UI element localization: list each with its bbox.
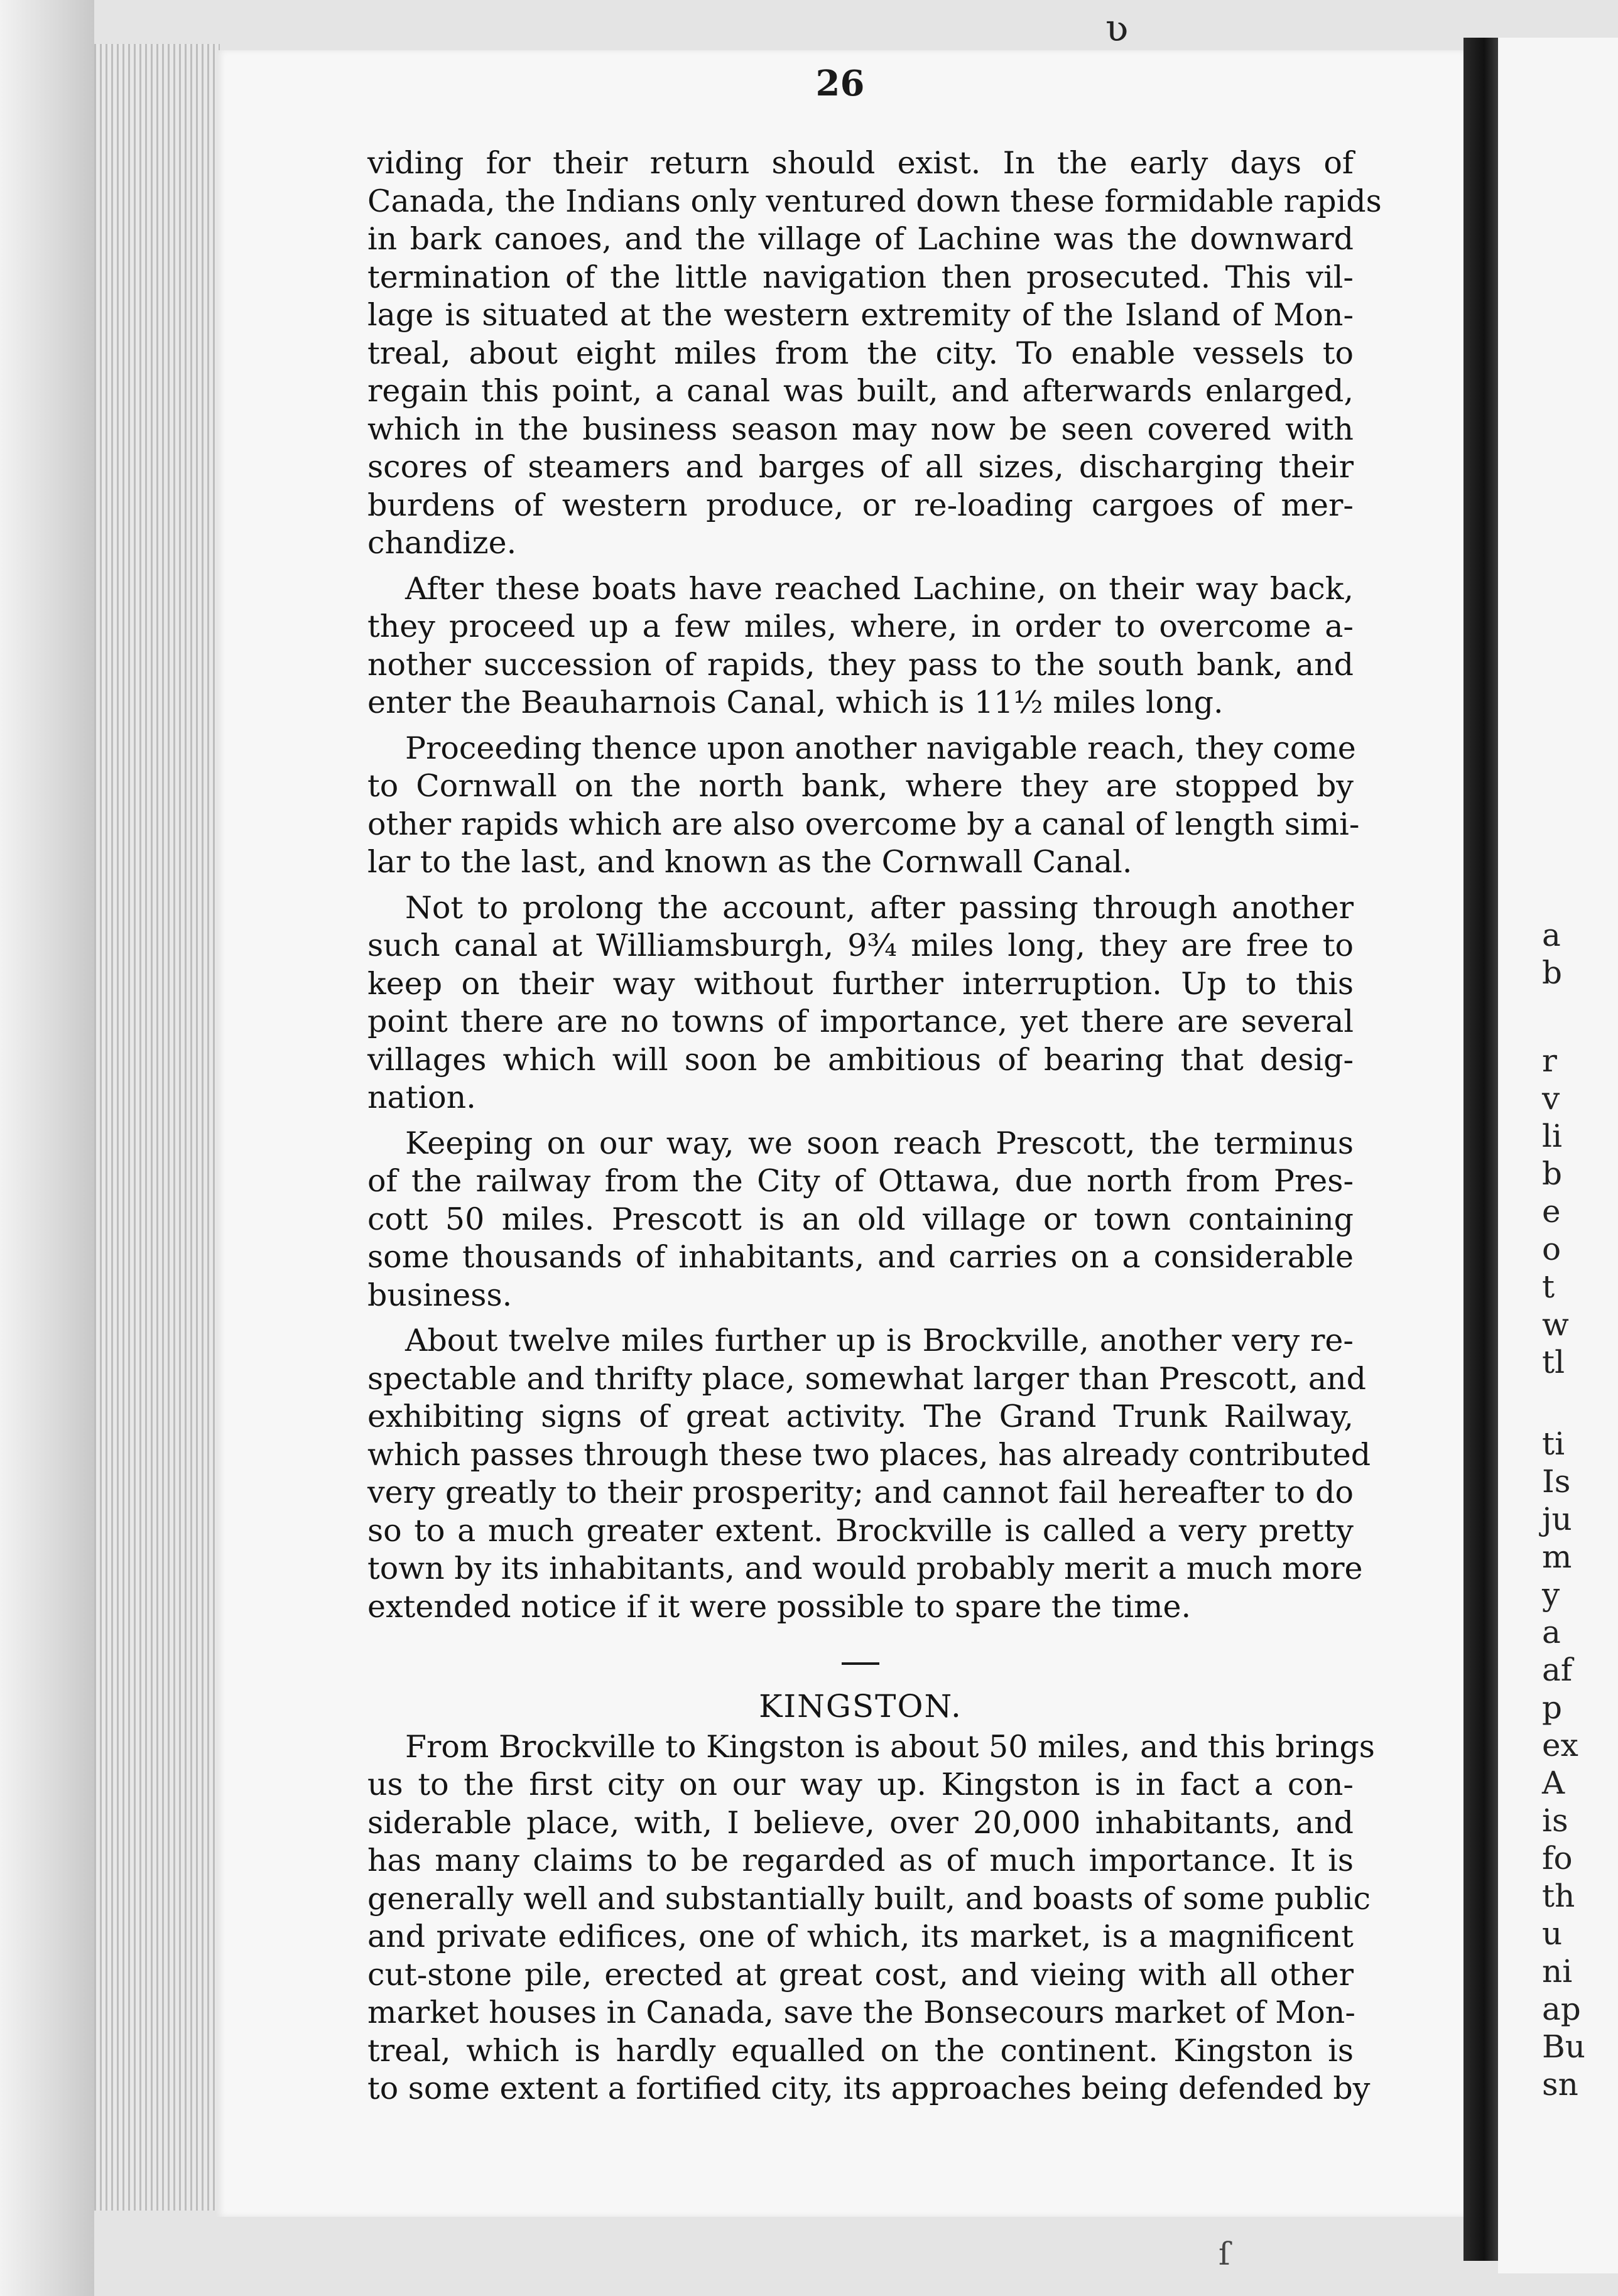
book-spine xyxy=(1463,38,1498,2261)
adjacent-page-fragment: tl xyxy=(1542,1344,1565,1380)
adjacent-page-fragment: is xyxy=(1542,1802,1568,1839)
text-line: After these boats have reached Lachine, on their way back, xyxy=(405,570,1354,607)
adjacent-page xyxy=(1498,38,1618,2273)
scan-top-mark: ʋ xyxy=(1105,6,1129,50)
text-line: Proceeding thence upon another navigable reach, they come xyxy=(405,730,1356,766)
text-line: spectable and thrifty place, somewhat larger than Prescott, and xyxy=(367,1360,1366,1397)
adjacent-page-fragment: e xyxy=(1542,1193,1561,1230)
text-line: keep on their way without further interruption. Up to this xyxy=(367,965,1354,1002)
text-line: and private edifices, one of which, its market, is a magnificent xyxy=(367,1919,1354,1954)
adjacent-page-fragment: ap xyxy=(1542,1991,1581,2027)
adjacent-page-fragment: v xyxy=(1542,1080,1560,1117)
adjacent-page-fragment: y xyxy=(1542,1576,1560,1613)
adjacent-page-fragment: o xyxy=(1542,1231,1561,1267)
text-line: they proceed up a few miles, where, in order to overcome a- xyxy=(367,609,1354,644)
scan-bottom-mark: ſ xyxy=(1219,2236,1230,2272)
text-line: burdens of western produce, or re-loading cargoes of mer- xyxy=(367,487,1354,523)
paragraph xyxy=(367,889,1354,1117)
adjacent-page-fragment: m xyxy=(1542,1539,1572,1575)
text-line: lar to the last, and known as the Cornwall Canal. xyxy=(367,844,1132,880)
adjacent-page-fragment: sn xyxy=(1542,2066,1578,2103)
adjacent-page-fragment: fo xyxy=(1542,1840,1573,1876)
adjacent-page-fragment: li xyxy=(1542,1118,1562,1154)
page-text-block xyxy=(367,144,1382,2116)
scan-left-margin xyxy=(0,0,94,2296)
text-line: termination of the little navigation then prosecuted. This vil- xyxy=(367,259,1354,295)
book-page xyxy=(217,50,1466,2217)
adjacent-page-fragment: Bu xyxy=(1542,2028,1585,2065)
text-line: other rapids which are also overcome by a canal of length simi- xyxy=(367,806,1360,842)
adjacent-page-fragment: p xyxy=(1542,1689,1563,1726)
text-line: to some extent a fortified city, its approaches being defended by xyxy=(367,2071,1371,2106)
text-line: has many claims to be regarded as of much importance. It is xyxy=(367,1843,1354,1878)
paragraph xyxy=(367,1125,1354,1315)
text-line: From Brockville to Kingston is about 50 miles, and this brings xyxy=(405,1728,1375,1765)
adjacent-page-fragment: ex xyxy=(1542,1727,1578,1763)
text-line: some thousands of inhabitants, and carries on a considerable xyxy=(367,1239,1354,1275)
text-line: cut-stone pile, erected at great cost, and vieing with all other xyxy=(367,1956,1354,1993)
text-line: so to a much greater extent. Brockville is called a very pretty xyxy=(367,1512,1354,1549)
text-line: enter the Beauharnois Canal, which is 11½ miles long. xyxy=(367,685,1224,720)
text-line: lage is situated at the western extremity of the Island of Mon- xyxy=(367,297,1354,333)
paragraphs xyxy=(367,144,1382,1626)
text-line: viding for their return should exist. In the early days of xyxy=(367,145,1354,181)
text-line: which in the business season may now be seen covered with xyxy=(367,411,1354,447)
adjacent-page-fragment: u xyxy=(1542,1915,1563,1952)
adjacent-page-fragment: ju xyxy=(1542,1501,1572,1537)
paragraph xyxy=(367,570,1354,722)
paragraph xyxy=(367,144,1382,563)
text-line: point there are no towns of importance, yet there are several xyxy=(367,1004,1354,1039)
text-line: chandize. xyxy=(367,525,517,561)
text-line: to Cornwall on the north bank, where they are stopped by xyxy=(367,768,1354,804)
adjacent-page-fragment: t xyxy=(1542,1269,1555,1305)
page-number: 26 xyxy=(815,63,865,104)
paragraph xyxy=(367,730,1360,882)
adjacent-page-fragment: Is xyxy=(1542,1463,1571,1500)
adjacent-page-fragment: ti xyxy=(1542,1426,1565,1462)
text-line: nation. xyxy=(367,1080,476,1115)
text-line: of the railway from the City of Ottawa, due north from Pres- xyxy=(367,1163,1354,1199)
text-line: town by its inhabitants, and would probably merit a much more xyxy=(367,1551,1363,1586)
adjacent-page-fragment: a xyxy=(1542,1614,1561,1650)
text-line: us to the first city on our way up. Kingston is in fact a con- xyxy=(367,1767,1354,1802)
text-line: nother succession of rapids, they pass to the south bank, and xyxy=(367,646,1354,683)
text-line: villages which will soon be ambitious of bearing that desig- xyxy=(367,1041,1354,1078)
text-line: About twelve miles further up is Brockville, another very re- xyxy=(405,1323,1354,1358)
adjacent-page-fragment: af xyxy=(1542,1652,1573,1688)
adjacent-page-fragment: A xyxy=(1542,1765,1565,1801)
adjacent-page-fragment: r xyxy=(1542,1042,1557,1079)
adjacent-page-fragment: b xyxy=(1542,955,1563,991)
section-separator xyxy=(842,1662,879,1665)
text-line: exhibiting signs of great activity. The Grand Trunk Railway, xyxy=(367,1399,1354,1434)
text-line: Canada, the Indians only ventured down these formidable rapids xyxy=(367,183,1382,219)
adjacent-page-fragment: th xyxy=(1542,1878,1575,1914)
text-line: which passes through these two places, has already contributed xyxy=(367,1436,1371,1473)
text-line: regain this point, a canal was built, and afterwards enlarged, xyxy=(367,373,1354,409)
text-line: in bark canoes, and the village of Lachine was the downward xyxy=(367,221,1354,257)
text-line: generally well and substantially built, and boasts of some public xyxy=(367,1880,1371,1917)
text-line: cott 50 miles. Prescott is an old village or town containing xyxy=(367,1201,1354,1237)
text-line: market houses in Canada, save the Bonsecours market of Mon- xyxy=(367,1995,1355,2030)
text-line: siderable place, with, I believe, over 20,000 inhabitants, and xyxy=(367,1804,1354,1841)
text-line: such canal at Williamsburgh, 9¾ miles long, they are free to xyxy=(367,928,1354,963)
text-line: Keeping on our way, we soon reach Prescott, the terminus xyxy=(405,1125,1354,1161)
text-line: business. xyxy=(367,1277,513,1313)
text-line: very greatly to their prosperity; and cannot fail hereafter to do xyxy=(367,1475,1354,1510)
adjacent-page-fragment: ni xyxy=(1542,1953,1573,1990)
text-line: Not to prolong the account, after passing through another xyxy=(405,889,1354,926)
kingston-paragraph xyxy=(367,1728,1375,2108)
text-line: treal, about eight miles from the city. To enable vessels to xyxy=(367,335,1354,371)
adjacent-page-fragment: a xyxy=(1542,917,1561,953)
adjacent-page-fragment: b xyxy=(1542,1156,1563,1192)
text-line: scores of steamers and barges of all sizes, discharging their xyxy=(367,449,1354,485)
book-page-edges xyxy=(94,44,220,2211)
text-line: treal, which is hardly equalled on the continent. Kingston is xyxy=(367,2032,1354,2069)
text-line: extended notice if it were possible to spare the time. xyxy=(367,1588,1192,1625)
paragraph xyxy=(367,1322,1371,1626)
adjacent-page-fragment: w xyxy=(1542,1306,1569,1343)
section-heading: KINGSTON. xyxy=(759,1688,962,1725)
